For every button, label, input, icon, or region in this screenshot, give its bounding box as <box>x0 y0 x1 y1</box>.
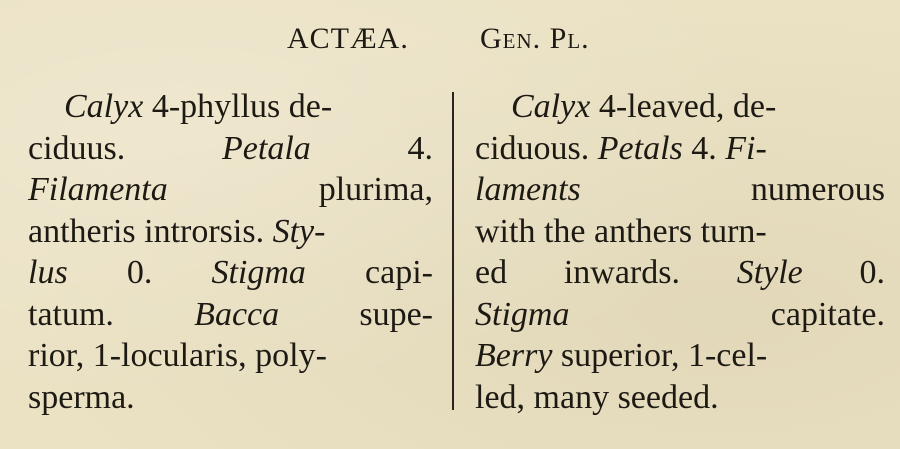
term-stylus: Sty- <box>272 212 326 250</box>
english-line-1 <box>475 86 885 128</box>
term-calyx-en: Calyx <box>511 88 591 125</box>
term-filaments: Fi- <box>725 129 767 167</box>
latin-line-8: sperma. <box>28 378 135 416</box>
column-divider <box>452 92 454 410</box>
latin-text: antheris introrsis. <box>28 212 273 250</box>
english-text: capitate. <box>770 295 885 333</box>
latin-line-3 <box>28 169 433 211</box>
english-text: 4-leaved, de- <box>590 88 777 125</box>
genera-plantarum-reference: Gen. Pl. <box>480 22 590 55</box>
latin-line-2 <box>28 128 433 170</box>
latin-text: plurima, <box>318 171 433 208</box>
english-line-7 <box>475 335 885 377</box>
english-line-2 <box>475 128 885 170</box>
term-filaments-end: laments <box>475 171 581 208</box>
english-line-4: with the anthers turn- <box>475 212 767 250</box>
term-style: Style <box>736 254 803 291</box>
term-stigma: Stigma <box>211 254 306 291</box>
latin-description <box>28 86 433 418</box>
term-stylus-end: lus <box>28 254 68 291</box>
english-line-8: led, many seeded. <box>475 378 719 416</box>
english-line-3 <box>475 169 885 211</box>
english-line-6 <box>475 294 885 336</box>
english-text: 0. <box>802 254 886 291</box>
latin-line-4 <box>28 211 433 253</box>
english-text: ed inwards. <box>475 254 680 291</box>
latin-line-6 <box>28 294 433 336</box>
term-stigma-en: Stigma <box>475 295 570 333</box>
latin-text: 4-phyllus de- <box>143 88 333 125</box>
page-header <box>0 22 900 62</box>
english-text: ciduous. <box>475 129 598 167</box>
term-filamenta: Filamenta <box>28 171 168 208</box>
english-line-5 <box>475 252 885 294</box>
latin-line-1 <box>28 86 433 128</box>
genus-heading: ACTÆA. <box>287 22 409 55</box>
term-petala: Petala <box>222 129 311 167</box>
latin-text: 4. <box>310 129 434 167</box>
term-berry: Berry <box>475 337 553 374</box>
latin-text: ciduus. <box>28 129 126 167</box>
latin-line-5 <box>28 252 433 294</box>
term-calyx: Calyx <box>64 88 144 125</box>
term-petals: Petals <box>597 129 683 167</box>
latin-text: capi- <box>305 254 434 291</box>
latin-line-7: rior, 1-locularis, poly- <box>28 337 327 374</box>
english-text: 4. <box>682 129 726 167</box>
term-bacca: Bacca <box>194 295 280 333</box>
english-description <box>475 86 885 418</box>
latin-text: tatum. <box>28 295 114 333</box>
english-text: numerous <box>750 171 885 208</box>
english-text: superior, 1-cel- <box>552 337 768 374</box>
latin-text: supe- <box>279 295 433 333</box>
latin-text: 0. <box>67 254 153 291</box>
